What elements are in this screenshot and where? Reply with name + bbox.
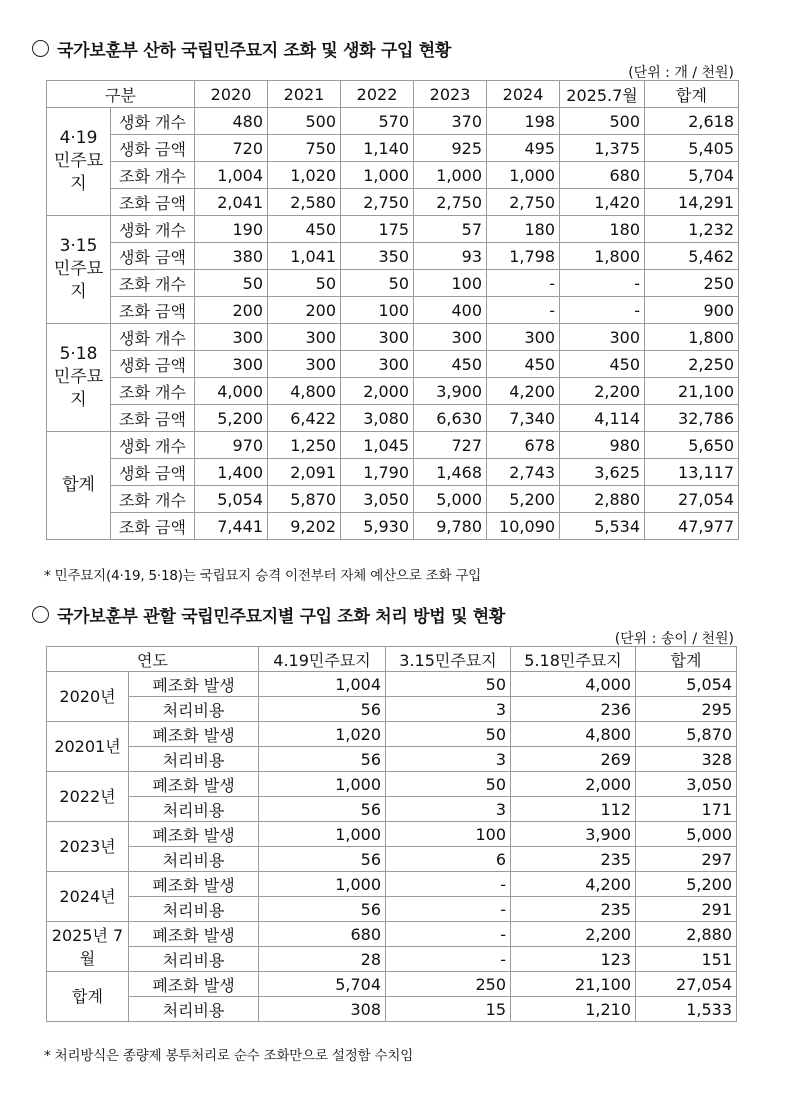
row-label: 폐조화 발생: [129, 672, 259, 697]
cell-total: 328: [636, 747, 737, 772]
cell-value: 56: [259, 697, 386, 722]
row-label: 생화 개수: [111, 432, 195, 459]
cell-value: 180: [487, 216, 560, 243]
cell-value: 1,041: [268, 243, 341, 270]
cell-value: 1,250: [268, 432, 341, 459]
cell-total: 13,117: [645, 459, 739, 486]
cell-value: 100: [341, 297, 414, 324]
cell-value: 750: [268, 135, 341, 162]
row-label: 처리비용: [129, 697, 259, 722]
cell-value: 450: [414, 351, 487, 378]
cell-value: 680: [259, 922, 386, 947]
group-year: 2020년: [47, 672, 129, 722]
group-name: 3·15 민주묘지: [47, 216, 111, 324]
cell-value: 269: [511, 747, 636, 772]
cell-value: 720: [195, 135, 268, 162]
cell-value: 300: [195, 351, 268, 378]
row-label: 폐조화 발생: [129, 722, 259, 747]
row-label: 처리비용: [129, 897, 259, 922]
table-row: [47, 897, 737, 922]
section1-unit: (단위 : 개 / 천원): [628, 65, 734, 81]
table-row: [47, 378, 739, 405]
cell-value: 4,000: [195, 378, 268, 405]
cell-value: 9,780: [414, 513, 487, 540]
table-row: [47, 697, 737, 722]
group-name: 4·19 민주묘지: [47, 108, 111, 216]
cell-value: 300: [268, 351, 341, 378]
table-row: [47, 772, 737, 797]
cell-total: 27,054: [636, 972, 737, 997]
cell-value: 6,422: [268, 405, 341, 432]
cell-total: 5,000: [636, 822, 737, 847]
cell-value: -: [487, 270, 560, 297]
cell-value: 5,870: [268, 486, 341, 513]
cell-total: 1,232: [645, 216, 739, 243]
header-year: 2020: [195, 81, 268, 108]
header-year: 2023: [414, 81, 487, 108]
cell-value: 2,200: [560, 378, 645, 405]
cell-value: 6,630: [414, 405, 487, 432]
cell-value: -: [386, 897, 511, 922]
cell-value: 1,000: [414, 162, 487, 189]
table-row: [47, 216, 739, 243]
cell-value: 970: [195, 432, 268, 459]
group-year: 20201년: [47, 722, 129, 772]
cell-value: 1,400: [195, 459, 268, 486]
cell-value: 370: [414, 108, 487, 135]
cell-value: 5,054: [195, 486, 268, 513]
row-label: 조화 금액: [111, 513, 195, 540]
cell-value: 495: [487, 135, 560, 162]
cell-value: 56: [259, 897, 386, 922]
row-label: 처리비용: [129, 797, 259, 822]
cell-value: 308: [259, 997, 386, 1022]
row-label: 폐조화 발생: [129, 972, 259, 997]
cell-value: 300: [414, 324, 487, 351]
cell-value: 50: [341, 270, 414, 297]
cell-value: -: [487, 297, 560, 324]
cell-value: 3,900: [414, 378, 487, 405]
cell-value: 93: [414, 243, 487, 270]
cell-value: 1,020: [268, 162, 341, 189]
table-row: [47, 872, 737, 897]
cell-value: 680: [560, 162, 645, 189]
table-row: [47, 351, 739, 378]
table-row: [47, 972, 737, 997]
row-label: 생화 금액: [111, 135, 195, 162]
row-label: 생화 개수: [111, 216, 195, 243]
cell-value: 3: [386, 797, 511, 822]
cell-value: 925: [414, 135, 487, 162]
header-cemetery: 3.15민주묘지: [386, 647, 511, 672]
table-row: [47, 822, 737, 847]
table-row: [47, 297, 739, 324]
cell-value: 1,000: [487, 162, 560, 189]
cell-value: 1,045: [341, 432, 414, 459]
cell-value: 1,000: [259, 872, 386, 897]
table-row: [47, 189, 739, 216]
cell-total: 32,786: [645, 405, 739, 432]
cell-value: 57: [414, 216, 487, 243]
cell-total: 27,054: [645, 486, 739, 513]
header-year: 2021: [268, 81, 341, 108]
cell-total: 3,050: [636, 772, 737, 797]
cell-value: 300: [560, 324, 645, 351]
cell-value: 175: [341, 216, 414, 243]
cell-value: 480: [195, 108, 268, 135]
circle-bullet-icon: [32, 40, 49, 57]
section2-title-text: 국가보훈부 관할 국립민주묘지별 구입 조화 처리 방법 및 현황: [57, 607, 505, 627]
cell-value: 350: [341, 243, 414, 270]
cell-value: 1,790: [341, 459, 414, 486]
row-label: 생화 개수: [111, 108, 195, 135]
cell-value: 1,000: [341, 162, 414, 189]
cell-value: 180: [560, 216, 645, 243]
cell-value: 56: [259, 847, 386, 872]
cell-value: 190: [195, 216, 268, 243]
cell-value: 3: [386, 697, 511, 722]
table-row: [47, 997, 737, 1022]
header-year: 2025.7월: [560, 81, 645, 108]
cell-value: 1,004: [259, 672, 386, 697]
row-label: 생화 금액: [111, 351, 195, 378]
cell-value: 200: [268, 297, 341, 324]
flower-purchase-table: [46, 80, 739, 540]
cell-value: 50: [386, 672, 511, 697]
cell-value: 6: [386, 847, 511, 872]
cell-value: 570: [341, 108, 414, 135]
cell-value: 4,000: [511, 672, 636, 697]
table-row: [47, 747, 737, 772]
table-row: [47, 162, 739, 189]
cell-value: 5,930: [341, 513, 414, 540]
table-row: [47, 672, 737, 697]
section1-note: * 민주묘지(4·19, 5·18)는 국립묘지 승격 이전부터 자체 예산으로 조화 구입: [44, 568, 482, 584]
table-row: [47, 243, 739, 270]
cell-value: 28: [259, 947, 386, 972]
cell-value: -: [560, 297, 645, 324]
cell-value: 2,750: [414, 189, 487, 216]
group-year: 2025년 7월: [47, 922, 129, 972]
cell-value: 300: [341, 351, 414, 378]
header-year: 2024: [487, 81, 560, 108]
cell-value: -: [386, 922, 511, 947]
cell-value: 3,080: [341, 405, 414, 432]
row-label: 조화 개수: [111, 270, 195, 297]
table-row: [47, 797, 737, 822]
cell-total: 2,618: [645, 108, 739, 135]
cell-value: 2,000: [341, 378, 414, 405]
cell-value: 300: [268, 324, 341, 351]
cell-value: 2,580: [268, 189, 341, 216]
cell-value: 2,750: [341, 189, 414, 216]
row-label: 생화 금액: [111, 459, 195, 486]
header-cemetery: 4.19민주묘지: [259, 647, 386, 672]
cell-value: 5,534: [560, 513, 645, 540]
cell-total: 1,800: [645, 324, 739, 351]
cell-total: 5,462: [645, 243, 739, 270]
cell-value: 2,041: [195, 189, 268, 216]
table-row: [47, 135, 739, 162]
cell-value: 2,750: [487, 189, 560, 216]
row-label: 조화 개수: [111, 162, 195, 189]
cell-value: 1,375: [560, 135, 645, 162]
cell-value: 1,020: [259, 722, 386, 747]
cell-value: 2,200: [511, 922, 636, 947]
header-category: 구분: [47, 81, 195, 108]
cell-value: 1,468: [414, 459, 487, 486]
cell-value: 5,000: [414, 486, 487, 513]
cell-value: 2,743: [487, 459, 560, 486]
header-total: 합계: [645, 81, 739, 108]
cell-value: 4,800: [268, 378, 341, 405]
cell-value: 3,625: [560, 459, 645, 486]
cell-total: 5,405: [645, 135, 739, 162]
table-row: [47, 947, 737, 972]
cell-value: -: [560, 270, 645, 297]
cell-value: 56: [259, 747, 386, 772]
row-label: 폐조화 발생: [129, 872, 259, 897]
cell-value: 50: [386, 722, 511, 747]
cell-value: 1,420: [560, 189, 645, 216]
cell-value: 9,202: [268, 513, 341, 540]
cell-value: 100: [414, 270, 487, 297]
row-label: 조화 금액: [111, 189, 195, 216]
cell-value: 7,441: [195, 513, 268, 540]
row-label: 처리비용: [129, 947, 259, 972]
cell-value: 3,900: [511, 822, 636, 847]
cell-value: 727: [414, 432, 487, 459]
row-label: 폐조화 발생: [129, 772, 259, 797]
cell-total: 171: [636, 797, 737, 822]
cell-value: 4,114: [560, 405, 645, 432]
cell-value: 980: [560, 432, 645, 459]
circle-bullet-icon: [32, 606, 49, 623]
group-name: 5·18 민주묘지: [47, 324, 111, 432]
table-row: [47, 513, 739, 540]
table-row: [47, 486, 739, 513]
cell-total: 2,880: [636, 922, 737, 947]
table-row: [47, 847, 737, 872]
cell-value: 300: [195, 324, 268, 351]
cell-value: -: [386, 872, 511, 897]
cell-value: 1,004: [195, 162, 268, 189]
header-total: 합계: [636, 647, 737, 672]
cell-value: 21,100: [511, 972, 636, 997]
row-label: 조화 개수: [111, 378, 195, 405]
cell-value: 300: [487, 324, 560, 351]
table-row: [47, 922, 737, 947]
cell-value: 4,200: [487, 378, 560, 405]
cell-value: 7,340: [487, 405, 560, 432]
cell-value: 3,050: [341, 486, 414, 513]
cell-value: 1,000: [259, 772, 386, 797]
cell-total: 21,100: [645, 378, 739, 405]
group-name: 합계: [47, 432, 111, 540]
cell-value: 2,091: [268, 459, 341, 486]
cell-value: 235: [511, 897, 636, 922]
cell-value: 10,090: [487, 513, 560, 540]
table-row: [47, 432, 739, 459]
cell-value: 1,210: [511, 997, 636, 1022]
row-label: 폐조화 발생: [129, 822, 259, 847]
cell-total: 900: [645, 297, 739, 324]
group-year: 2023년: [47, 822, 129, 872]
cell-total: 1,533: [636, 997, 737, 1022]
cell-value: 1,000: [259, 822, 386, 847]
cell-value: 450: [268, 216, 341, 243]
section1-title: [32, 36, 451, 61]
cell-value: 15: [386, 997, 511, 1022]
cell-value: 300: [341, 324, 414, 351]
cell-value: -: [386, 947, 511, 972]
cell-value: 1,140: [341, 135, 414, 162]
row-label: 조화 금액: [111, 297, 195, 324]
cell-total: 5,200: [636, 872, 737, 897]
row-label: 조화 금액: [111, 405, 195, 432]
header-year: 2022: [341, 81, 414, 108]
cell-value: 450: [487, 351, 560, 378]
cell-total: 5,870: [636, 722, 737, 747]
cell-total: 2,250: [645, 351, 739, 378]
table-row: [47, 324, 739, 351]
cell-value: 50: [386, 772, 511, 797]
cell-total: 5,704: [645, 162, 739, 189]
cell-value: 5,704: [259, 972, 386, 997]
cell-value: 2,880: [560, 486, 645, 513]
section2-unit: (단위 : 송이 / 천원): [614, 631, 734, 647]
cell-total: 291: [636, 897, 737, 922]
row-label: 처리비용: [129, 997, 259, 1022]
artificial-flower-disposal-table: [46, 646, 737, 1022]
cell-value: 500: [268, 108, 341, 135]
cell-value: 380: [195, 243, 268, 270]
cell-total: 47,977: [645, 513, 739, 540]
group-year: 2024년: [47, 872, 129, 922]
cell-value: 1,798: [487, 243, 560, 270]
cell-total: 250: [645, 270, 739, 297]
cell-total: 5,054: [636, 672, 737, 697]
table-row: [47, 108, 739, 135]
table-row: [47, 459, 739, 486]
cell-value: 198: [487, 108, 560, 135]
cell-value: 100: [386, 822, 511, 847]
row-label: 폐조화 발생: [129, 922, 259, 947]
cell-total: 151: [636, 947, 737, 972]
cell-value: 250: [386, 972, 511, 997]
group-year: 2022년: [47, 772, 129, 822]
row-label: 처리비용: [129, 847, 259, 872]
header-year: 연도: [47, 647, 259, 672]
cell-value: 500: [560, 108, 645, 135]
table-row: [47, 405, 739, 432]
cell-value: 50: [268, 270, 341, 297]
cell-value: 2,000: [511, 772, 636, 797]
group-year: 합계: [47, 972, 129, 1022]
section2-title: [32, 602, 505, 627]
section1-title-text: 국가보훈부 산하 국립민주묘지 조화 및 생화 구입 현황: [57, 41, 452, 61]
cell-value: 400: [414, 297, 487, 324]
cell-total: 295: [636, 697, 737, 722]
cell-value: 236: [511, 697, 636, 722]
cell-total: 14,291: [645, 189, 739, 216]
cell-value: 56: [259, 797, 386, 822]
row-label: 조화 개수: [111, 486, 195, 513]
table2-header-row: [47, 647, 737, 672]
cell-value: 4,200: [511, 872, 636, 897]
row-label: 처리비용: [129, 747, 259, 772]
cell-value: 50: [195, 270, 268, 297]
cell-total: 5,650: [645, 432, 739, 459]
cell-value: 112: [511, 797, 636, 822]
cell-value: 1,800: [560, 243, 645, 270]
row-label: 생화 금액: [111, 243, 195, 270]
cell-value: 678: [487, 432, 560, 459]
cell-value: 5,200: [195, 405, 268, 432]
table-row: [47, 270, 739, 297]
cell-value: 123: [511, 947, 636, 972]
table-row: [47, 722, 737, 747]
cell-value: 5,200: [487, 486, 560, 513]
cell-value: 235: [511, 847, 636, 872]
header-cemetery: 5.18민주묘지: [511, 647, 636, 672]
cell-value: 450: [560, 351, 645, 378]
section2-note: * 처리방식은 종량제 봉투처리로 순수 조화만으로 설정함 수치임: [44, 1048, 414, 1064]
table1-header-row: [47, 81, 739, 108]
cell-value: 4,800: [511, 722, 636, 747]
cell-value: 200: [195, 297, 268, 324]
cell-value: 3: [386, 747, 511, 772]
cell-total: 297: [636, 847, 737, 872]
row-label: 생화 개수: [111, 324, 195, 351]
